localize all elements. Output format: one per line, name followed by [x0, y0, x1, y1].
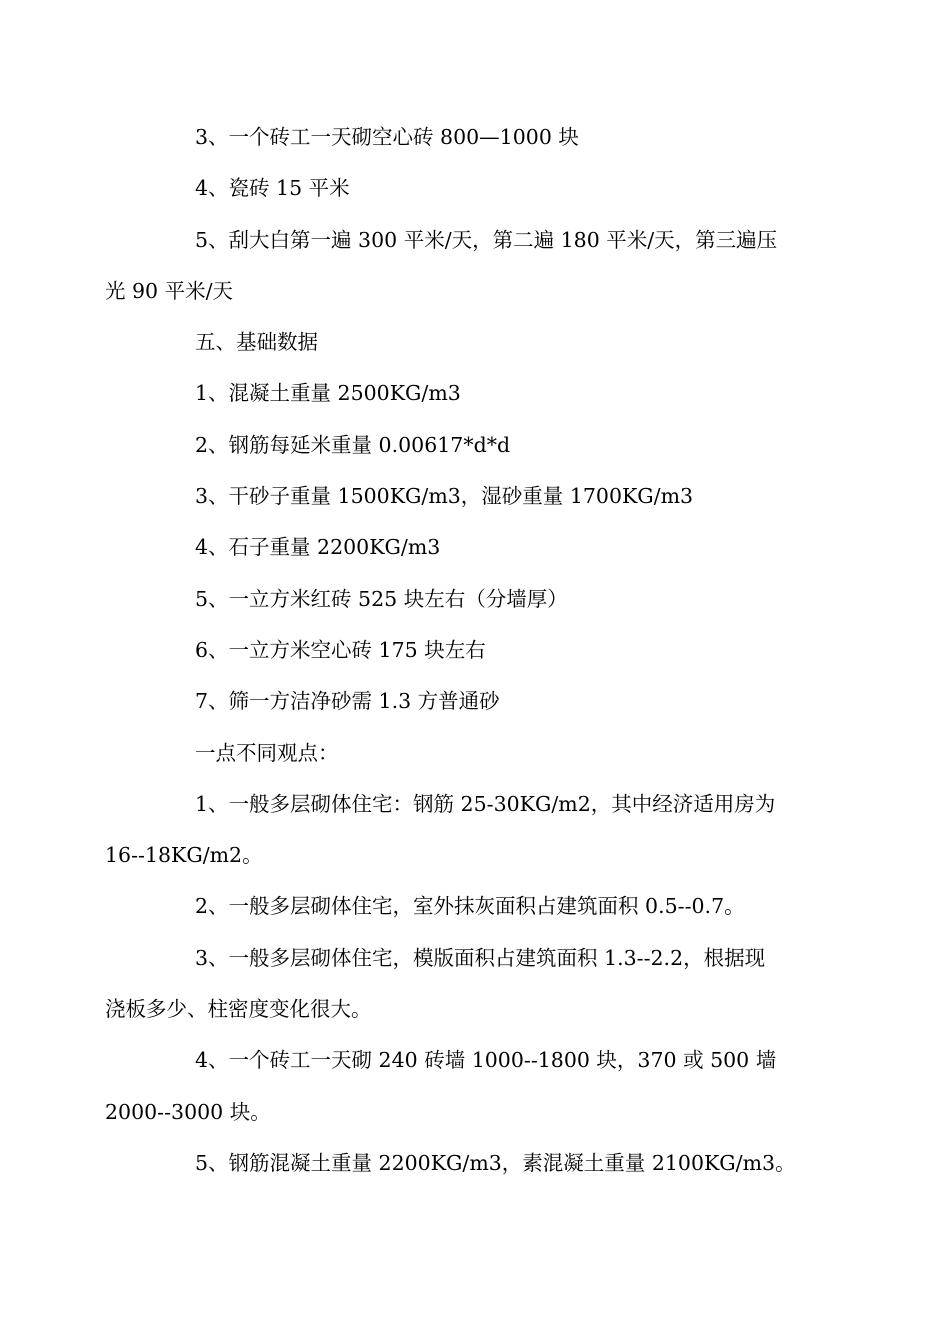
paragraph-line: 4、一个砖工一天砌 240 砖墙 1000--1800 块，370 或 500 墙 [195, 1048, 777, 1073]
paragraph-line: 7、筛一方洁净砂需 1.3 方普通砂 [195, 689, 500, 714]
paragraph-red-brick-count [150, 574, 800, 625]
paragraph-line: 一点不同观点： [195, 740, 339, 765]
paragraph-rebar-weight [150, 420, 800, 471]
paragraph-line: 3、干砂子重量 1500KG/m3，湿砂重量 1700KG/m3 [195, 484, 694, 509]
paragraph-sand-screening [150, 676, 800, 727]
paragraph-line: 5、一立方米红砖 525 块左右（分墙厚） [195, 586, 568, 611]
paragraph-concrete-weight [150, 368, 800, 419]
paragraph-putty-rate [105, 215, 800, 318]
paragraph-gravel-weight [150, 522, 800, 573]
paragraph-line: 3、一个砖工一天砌空心砖 800—1000 块 [195, 125, 579, 149]
paragraph-hollow-brick-count [150, 625, 800, 676]
document-body [105, 112, 800, 1189]
paragraph-line-continuation: 光 90 平米/天 [105, 278, 234, 303]
paragraph-line: 1、混凝土重量 2500KG/m3 [195, 381, 461, 406]
paragraph-line: 2、一般多层砌体住宅，室外抹灰面积占建筑面积 0.5--0.7。 [195, 894, 745, 919]
paragraph-line: 4、瓷砖 15 平米 [195, 176, 350, 201]
section-heading-basic-data [150, 317, 800, 368]
paragraph-bricklayer-rate [105, 1035, 800, 1138]
paragraph-formwork-ratio [105, 933, 800, 1036]
paragraph-sand-weight [150, 471, 800, 522]
paragraph-reinforced-concrete-weight [150, 1138, 800, 1189]
paragraph-line: 5、钢筋混凝土重量 2200KG/m3，素混凝土重量 2100KG/m3。 [195, 1150, 796, 1175]
paragraph-line: 1、一般多层砌体住宅：钢筋 25-30KG/m2，其中经济适用房为 [195, 791, 776, 816]
paragraph-line: 2、钢筋每延米重量 0.00617*d*d [195, 432, 511, 457]
paragraph-line-continuation: 2000--3000 块。 [105, 1099, 271, 1124]
paragraph-rebar-per-area [105, 779, 800, 882]
section-heading-different-views [150, 728, 800, 779]
paragraph-line: 5、刮大白第一遍 300 平米/天，第二遍 180 平米/天，第三遍压 [195, 227, 778, 252]
paragraph-plaster-ratio [150, 881, 800, 932]
paragraph-hollow-brick-rate [150, 112, 800, 163]
paragraph-line: 3、一般多层砌体住宅，模版面积占建筑面积 1.3--2.2，根据现 [195, 945, 766, 970]
paragraph-tile-rate [150, 163, 800, 214]
paragraph-line: 6、一立方米空心砖 175 块左右 [195, 637, 486, 662]
paragraph-line: 4、石子重量 2200KG/m3 [195, 535, 441, 560]
paragraph-line-continuation: 浇板多少、柱密度变化很大。 [105, 997, 372, 1022]
paragraph-line: 五、基础数据 [195, 330, 318, 355]
paragraph-line-continuation: 16--18KG/m2。 [105, 843, 263, 868]
